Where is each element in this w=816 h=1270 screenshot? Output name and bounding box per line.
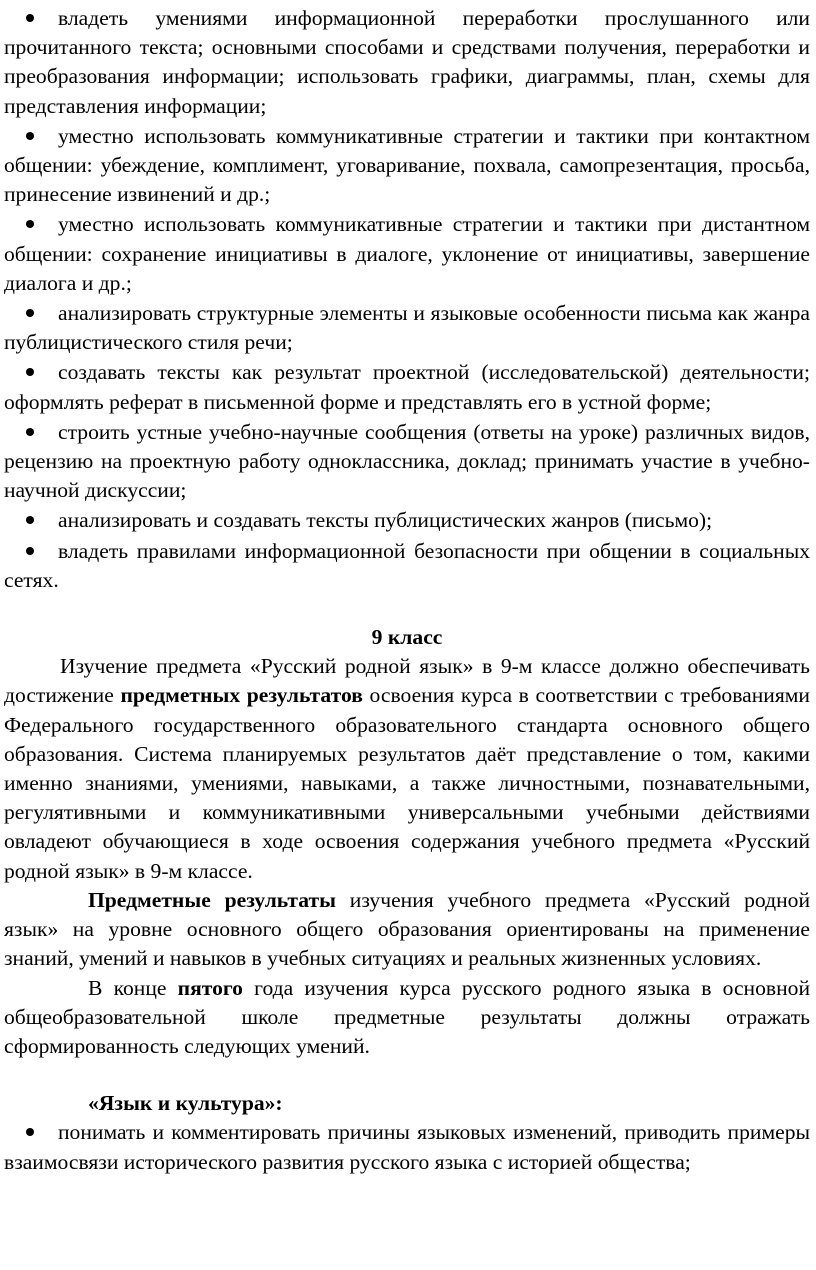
list-item-text: владеть умениями информационной переработки прослушанного или прочитанного текста; основными способами и средствами получения, переработки и преобразования информации; использовать графики, диаграммы, план, схемы для представления информации;	[4, 6, 810, 118]
list-item-text: анализировать структурные элементы и языковые особенности письма как жанра публицистического стиля речи;	[4, 301, 810, 355]
section-heading: «Язык и культура»:	[88, 1091, 283, 1116]
grade-heading: 9 класс	[371, 625, 443, 650]
results-paragraph	[4, 886, 810, 974]
list-item-text: анализировать и создавать тексты публицистических жанров (письмо);	[58, 508, 713, 533]
fifth-year-text-start: В конце	[88, 975, 178, 1000]
list-item	[4, 4, 810, 121]
intro-bold-term: предметных результатов	[120, 683, 363, 708]
list-item	[4, 418, 810, 506]
list-item-text: строить устные учебно-научные сообщения (ответы на уроке) различных видов, рецензию на проектную работу одноклассника, доклад; принимать участие в учебно-научной дискуссии;	[4, 419, 810, 503]
list-item	[4, 537, 810, 595]
results-text: изучения учебного предмета «Русский родной язык» на уровне основного общего образования ориентированы на применение знаний, умений и навыков в учебных ситуациях и реальных жизненных условиях.	[4, 887, 810, 971]
results-bold-term: Предметные результаты	[88, 887, 336, 912]
list-item-text: владеть правилами информационной безопасности при общении в социальных сетях.	[4, 538, 810, 592]
fifth-year-text-end: года изучения курса русского родного языка в основной общеобразовательной школе предметные результаты должны отражать сформированность следующих умений.	[4, 975, 811, 1058]
intro-text-end: освоения курса в соответствии с требованиями Федерального государственного образовательного стандарта основного общего образования. Система планируемых результатов даёт представление о том, какими именно знаниями, умениями, навыками, а также личностными, познавательными, регулятивными и коммуникативными универсальными учебными действиями овладеют обучающиеся в ходе освоения содержания учебного предмета «Русский родной язык» в 9-м классе.	[4, 683, 810, 883]
list-item	[4, 506, 810, 535]
list-item	[4, 358, 810, 416]
bullet-list-skills	[4, 4, 810, 595]
list-item-text: уместно использовать коммуникативные стратегии и тактики при контактном общении: убеждение, комплимент, уговаривание, похвала, самопрезентация, просьба, принесение извинений и др.;	[4, 123, 810, 207]
list-item	[4, 1118, 810, 1176]
list-item-text: уместно использовать коммуникативные стратегии и тактики при дистантном общении: сохранение инициативы в диалоге, уклонение от инициативы, завершение диалога и др.;	[4, 212, 810, 295]
intro-text-start: Изучение предмета «Русский родной язык» в 9-м классе должно обеспечивать достижение	[4, 654, 810, 708]
list-item-text: создавать тексты как результат проектной (исследовательской) деятельности; оформлять реферат в письменной форме и представлять его в устной форме;	[4, 360, 810, 414]
list-item	[4, 210, 810, 298]
bullet-list-language-culture	[4, 1118, 810, 1176]
list-item	[4, 299, 810, 357]
intro-paragraph	[4, 652, 810, 886]
list-item-text: понимать и комментировать причины языковых изменений, приводить примеры взаимосвязи исторического развития русского языка с историей общества;	[4, 1120, 810, 1174]
list-item	[4, 122, 810, 210]
fifth-year-paragraph	[4, 974, 810, 1062]
fifth-year-bold-term: пятого	[177, 975, 243, 1000]
